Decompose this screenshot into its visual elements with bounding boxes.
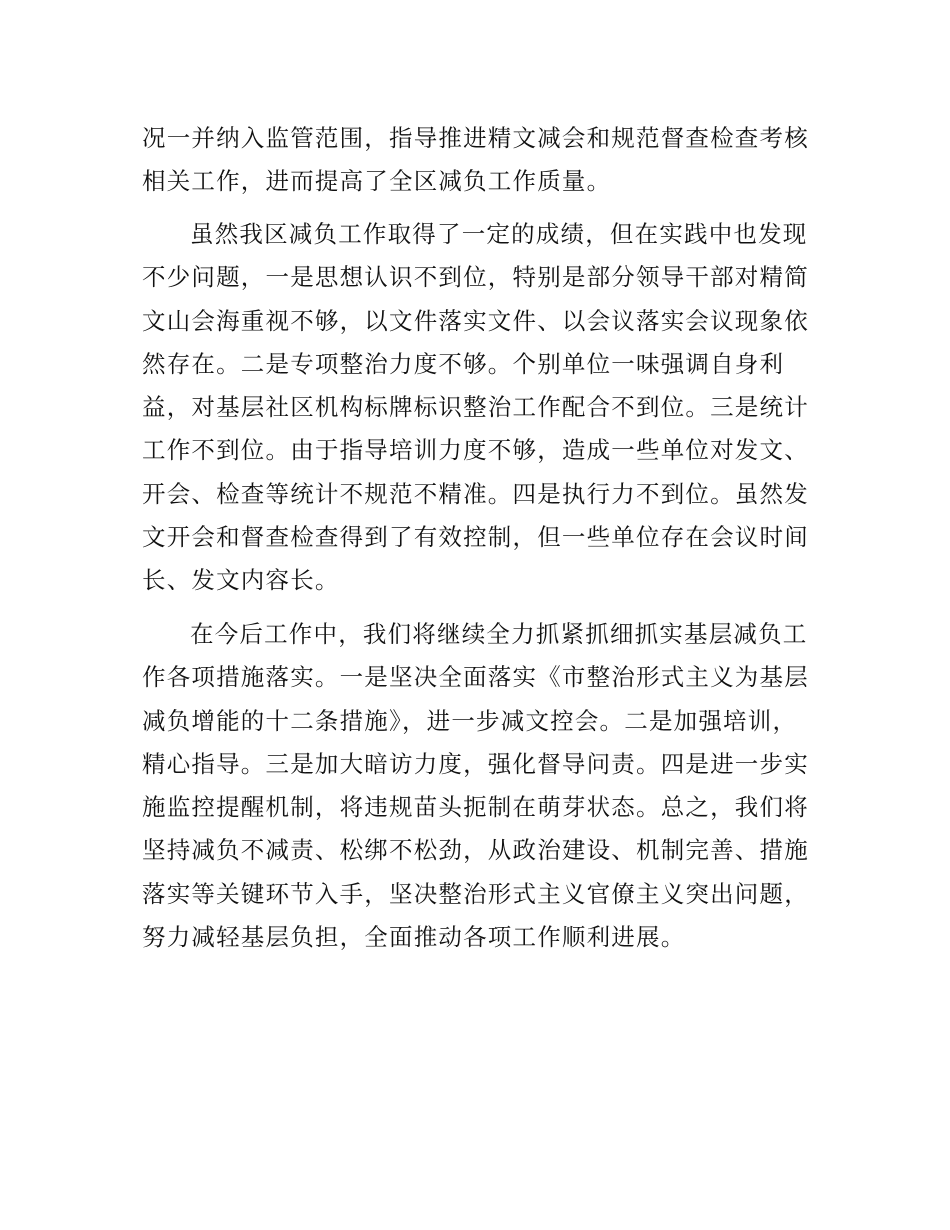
- paragraph-line: 相关工作，进而提高了全区减负工作质量。: [142, 167, 612, 196]
- paragraph-line: 施监控提醒机制，将违规苗头扼制在萌芽状态。总之，我们将: [142, 793, 809, 822]
- paragraph-line: 在今后工作中，我们将继续全力抓紧抓细抓实基层减负工: [190, 620, 808, 648]
- paragraph-line: 长、发文内容长。: [142, 566, 340, 595]
- paragraph-line: 减负增能的十二条措施》，进一步减文控会。二是加强培训，: [142, 706, 798, 735]
- paragraph-line: 努力减轻基层负担，全面推动各项工作顺利进展。: [142, 923, 686, 952]
- paragraph-3: [142, 613, 812, 959]
- paragraph-line: 工作不到位。由于指导培训力度不够，造成一些单位对发文、: [142, 436, 809, 465]
- paragraph-line: 文山会海重视不够，以文件落实文件、以会议落实会议现象依: [142, 306, 809, 335]
- paragraph-line: 虽然我区减负工作取得了一定的成绩，但在实践中也发现: [190, 220, 808, 248]
- paragraph-line: 文开会和督查检查得到了有效控制，但一些单位存在会议时间: [142, 523, 809, 552]
- paragraph-line: 精心指导。三是加大暗访力度，强化督导问责。四是进一步实: [142, 749, 809, 778]
- paragraph-line: 然存在。二是专项整治力度不够。个别单位一味强调自身利: [142, 349, 785, 378]
- paragraph-line: 益，对基层社区机构标牌标识整治工作配合不到位。三是统计: [142, 393, 809, 422]
- paragraph-line: 落实等关键环节入手，坚决整治形式主义官僚主义突出问题，: [142, 879, 809, 908]
- paragraph-line: 开会、检查等统计不规范不精准。四是执行力不到位。虽然发: [142, 479, 809, 508]
- paragraph-1: [142, 117, 812, 204]
- paragraph-line: 作各项措施落实。一是坚决全面落实《市整治形式主义为基层: [142, 663, 809, 692]
- paragraph-line: 坚持减负不减责、松绑不松劲，从政治建设、机制完善、措施: [142, 836, 809, 865]
- paragraph-2: [142, 213, 812, 603]
- paragraph-line: 不少问题，一是思想认识不到位，特别是部分领导干部对精简: [142, 263, 809, 292]
- paragraph-line: 况一并纳入监管范围，指导推进精文减会和规范督查检查考核: [142, 124, 809, 152]
